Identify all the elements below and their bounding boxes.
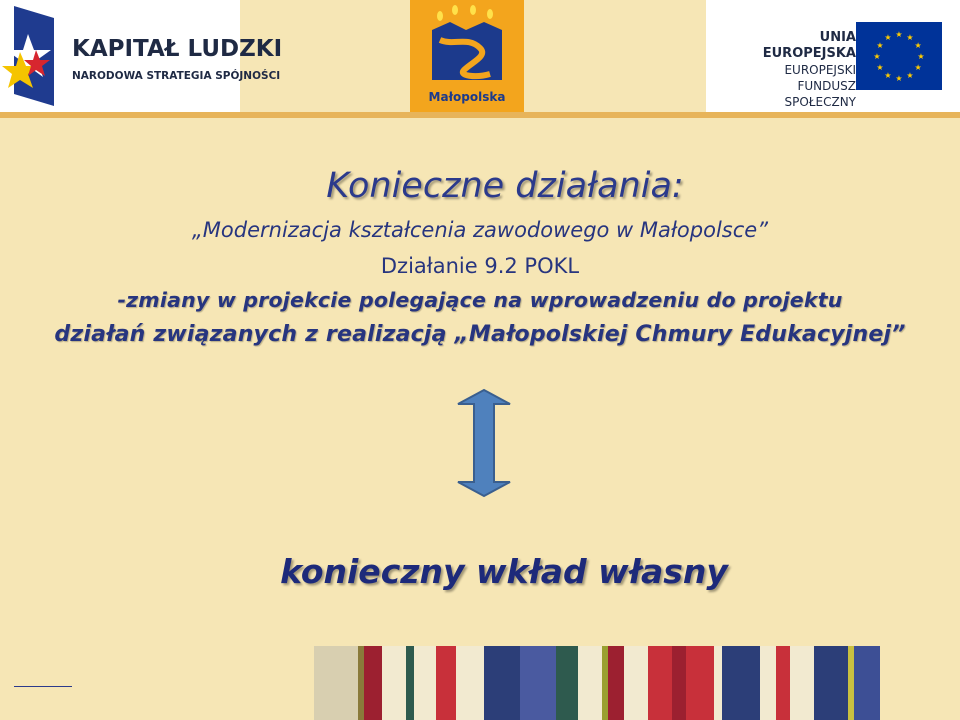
malopolska-logo — [410, 0, 524, 112]
eu-flag-icon — [856, 22, 942, 90]
slide-title: Konieczne działania: — [326, 166, 684, 206]
eu-star-icon: ★ — [917, 52, 925, 61]
double-arrow-icon — [454, 388, 514, 498]
kapital-ludzki-star-icon — [0, 0, 62, 112]
footer-line — [14, 686, 72, 687]
eu-star-icon: ★ — [914, 63, 922, 72]
eu-star-icon: ★ — [914, 41, 922, 50]
eu-star-icon: ★ — [884, 71, 892, 81]
malopolska-label: Małopolska — [428, 90, 506, 104]
malopolska-emblem-icon — [410, 0, 524, 92]
eu-star-icon: ★ — [876, 63, 884, 72]
measure-label: Działanie 9.2 POKL — [380, 254, 580, 278]
eu-star-icon: ★ — [873, 52, 881, 61]
eu-star-icon: ★ — [906, 32, 914, 42]
kapital-ludzki-title: KAPITAŁ LUDZKI — [72, 36, 283, 62]
own-contribution-text: konieczny wkład własny — [280, 552, 728, 591]
eu-star-icon: ★ — [884, 32, 892, 42]
eu-line-1: UNIA EUROPEJSKA — [762, 30, 856, 61]
eu-star-icon: ★ — [895, 74, 903, 83]
eu-star-icon: ★ — [906, 71, 914, 81]
eu-text-block — [726, 30, 856, 110]
eu-line-3: FUNDUSZ SPOŁECZNY — [784, 79, 856, 109]
kapital-ludzki-subtitle: NARODOWA STRATEGIA SPÓJNOŚCI — [72, 70, 281, 82]
header-divider — [0, 112, 960, 118]
eu-star-icon: ★ — [895, 30, 903, 39]
kapital-ludzki-logo — [0, 0, 283, 112]
decorative-stripes — [0, 646, 960, 720]
project-name: „Modernizacja kształcenia zawodowego w Małopolsce” — [191, 218, 769, 242]
changes-line-1: -zmiany w projekcie polegające na wprowadzeniu do projektu — [117, 288, 843, 312]
eu-star-icon: ★ — [876, 41, 884, 50]
header-logo-bar — [0, 0, 960, 114]
eu-line-2: EUROPEJSKI — [784, 63, 856, 77]
changes-line-2: działań związanych z realizacją „Małopolskiej Chmury Edukacyjnej” — [54, 322, 906, 347]
